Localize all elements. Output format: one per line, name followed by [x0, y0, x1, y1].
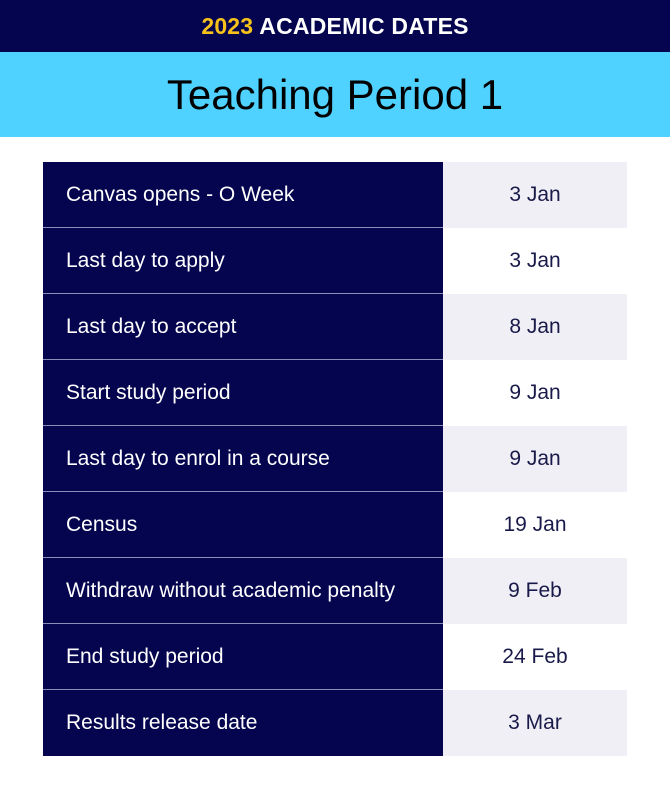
table-row: [43, 624, 627, 690]
row-date: 3 Jan: [443, 162, 627, 228]
table-row: [43, 558, 627, 624]
table-row: [43, 294, 627, 360]
row-date: 9 Jan: [443, 360, 627, 426]
header-bar: [0, 0, 670, 52]
row-date: 24 Feb: [443, 624, 627, 690]
period-banner: [0, 52, 670, 137]
row-date: 3 Mar: [443, 690, 627, 756]
row-date: 3 Jan: [443, 228, 627, 294]
row-label: Start study period: [43, 360, 443, 426]
table-row: [43, 426, 627, 492]
dates-table: [43, 162, 627, 756]
table-row: [43, 492, 627, 558]
header-title: ACADEMIC DATES: [259, 12, 469, 39]
row-date: 8 Jan: [443, 294, 627, 360]
row-label: Census: [43, 492, 443, 558]
row-label: Last day to accept: [43, 294, 443, 360]
row-date: 9 Feb: [443, 558, 627, 624]
header-year: 2023: [201, 12, 254, 39]
row-label: Last day to enrol in a course: [43, 426, 443, 492]
row-date: 9 Jan: [443, 426, 627, 492]
row-label: Withdraw without academic penalty: [43, 558, 443, 624]
row-label: Results release date: [43, 690, 443, 756]
row-label: Canvas opens - O Week: [43, 162, 443, 228]
row-label: End study period: [43, 624, 443, 690]
period-title: Teaching Period 1: [166, 70, 504, 118]
row-label: Last day to apply: [43, 228, 443, 294]
table-row: [43, 162, 627, 228]
row-date: 19 Jan: [443, 492, 627, 558]
table-row: [43, 228, 627, 294]
table-row: [43, 690, 627, 756]
table-row: [43, 360, 627, 426]
